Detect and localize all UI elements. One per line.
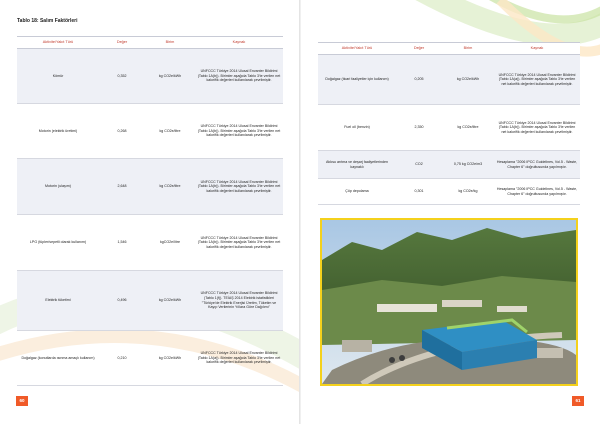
header-unit: Birim (442, 43, 494, 55)
cell-value: 0,301 (396, 179, 442, 205)
cell-unit: kg CO2e/kg (442, 179, 494, 205)
cell-value: 2,350 (396, 105, 442, 151)
table-header-row (318, 43, 580, 55)
cell-unit: kgCO2e/litre (145, 215, 195, 271)
table-row (17, 271, 283, 331)
cell-activity: Elektrik tüketimi (17, 271, 99, 331)
page-number-right: 61 (572, 396, 584, 406)
table-row (318, 179, 580, 205)
table-row (17, 159, 283, 215)
table-row (318, 151, 580, 179)
table-title: Tablo 18: Salım Faktörleri (17, 18, 78, 24)
table-row (17, 215, 283, 271)
cell-source: UNFCCC Türkiye 2014 Ulusal Envanter Bildirimi (Tablo 1A(b)). Birimler aşağıda Tablo 3'te verilen net kalorifik değerleri kullanılarak çevrilmiştir. (195, 49, 283, 104)
cell-source: UNFCCC Türkiye 2014 Ulusal Envanter Bildirimi (Tablo 1A(b)). Birimler aşağıda Tablo 3'te verilen net kalorifik değerleri kullanılarak çevrilmiştir. (195, 215, 283, 271)
table-row (318, 55, 580, 105)
aerial-photo-illustration (322, 220, 576, 384)
cell-source: UNFCCC Türkiye 2014 Ulusal Envanter Bildirimi (Tablo 1A(b)). Birimler aşağıda Tablo 3'te verilen net kalorifik değerleri kullanılarak çevrilmiştir. (195, 159, 283, 215)
table-row (17, 331, 283, 386)
cell-value: 2,648 (99, 159, 145, 215)
aerial-facility-photo (320, 218, 578, 386)
cell-unit: kg CO2e/kWh (145, 331, 195, 386)
cell-source: UNFCCC Türkiye 2014 Ulusal Envanter Bildirimi (Tablo 1A(a)). Birimler aşağıda Tablo 3'te verilen net kalorifik değerleri kullanılarak çevrilmiştir. (494, 55, 580, 105)
cell-source: UNFCCC Türkiye 2014 Ulusal Envanter Bildirimi (Tablo 1(f)). TEİAŞ 2014 Elektrik istatistikleri "Türkiye'de Elektrik Enerjisi Üretim, Tüketim ve Kayıp Verilerinin Yıllara Göre Dağılımı" (195, 271, 283, 331)
cell-unit: 0,75 kg CO2e/m3 (442, 151, 494, 179)
table-row (318, 105, 580, 151)
cell-activity: Atıksu arıtma ve deşarj faaliyetlerinden kaynaklı (318, 151, 396, 179)
page-number-left: 60 (16, 396, 28, 406)
cell-unit: kg CO2e/kWh (442, 55, 494, 105)
cell-activity: Motorin (ulaşım) (17, 159, 99, 215)
cell-value: 1,546 (99, 215, 145, 271)
cell-activity: Doğalgaz (konutlarda ısınma amaçlı kullanım) (17, 331, 99, 386)
header-value: Değer (99, 37, 145, 49)
cell-value: 0,496 (99, 271, 145, 331)
cell-unit: kg CO2e/kWh (145, 49, 195, 104)
header-unit: Birim (145, 37, 195, 49)
table-header-row (17, 37, 283, 49)
cell-unit: kg CO2e/litre (145, 104, 195, 159)
cell-activity: Çöp depolama (318, 179, 396, 205)
cell-source: Hesaplama "2006 IPCC Guidelines, Vol.5 - Waste, Chapter 6" doğrultusunda yapılmıştır. (494, 179, 580, 205)
cell-source: UNFCCC Türkiye 2014 Ulusal Envanter Bildirimi (Tablo 1A(b)). Birimler aşağıda Tablo 3'te verilen net kalorifik değerleri kullanılarak çevrilmiştir. (494, 105, 580, 151)
cell-activity: LPG (tüpler/sepetli olarak kullanım) (17, 215, 99, 271)
emission-factors-table-continued (318, 42, 580, 205)
cell-value: 0,205 (396, 55, 442, 105)
header-source: Kaynak (195, 37, 283, 49)
cell-activity: Doğalgaz (ticari faaliyetler için kullanım) (318, 55, 396, 105)
cell-unit: kg CO2e/litre (145, 159, 195, 215)
cell-activity: Fuel oil (benzin) (318, 105, 396, 151)
header-activity: Aktivite/Yakıt Türü (17, 37, 99, 49)
cell-activity: Motorin (elektrik üretimi) (17, 104, 99, 159)
cell-value: CO2 (396, 151, 442, 179)
cell-unit: kg CO2e/kWh (145, 271, 195, 331)
emission-factors-table (17, 36, 283, 386)
header-value: Değer (396, 43, 442, 55)
table-row (17, 49, 283, 104)
header-activity: Aktivite/Yakıt Türü (318, 43, 396, 55)
cell-value: 0,210 (99, 331, 145, 386)
table-row (17, 104, 283, 159)
cell-activity: Kömür (17, 49, 99, 104)
cell-source: UNFCCC Türkiye 2014 Ulusal Envanter Bildirimi (Tablo 1A(a)). Birimler aşağıda Tablo 3'te verilen net kalorifik değerleri kullanılarak çevrilmiştir. (195, 331, 283, 386)
cell-value: 0,352 (99, 49, 145, 104)
cell-unit: kg CO2e/litre (442, 105, 494, 151)
cell-source: UNFCCC Türkiye 2014 Ulusal Envanter Bildirimi (Tablo 1A(b)). Birimler aşağıda Tablo 3'te verilen net kalorifik değerleri kullanılarak çevrilmiştir. (195, 104, 283, 159)
cell-source: Hesaplama "2006 IPCC Guidelines, Vol.5 - Waste, Chapter 6" doğrultusunda yapılmıştır. (494, 151, 580, 179)
cell-value: 0,268 (99, 104, 145, 159)
header-source: Kaynak (494, 43, 580, 55)
